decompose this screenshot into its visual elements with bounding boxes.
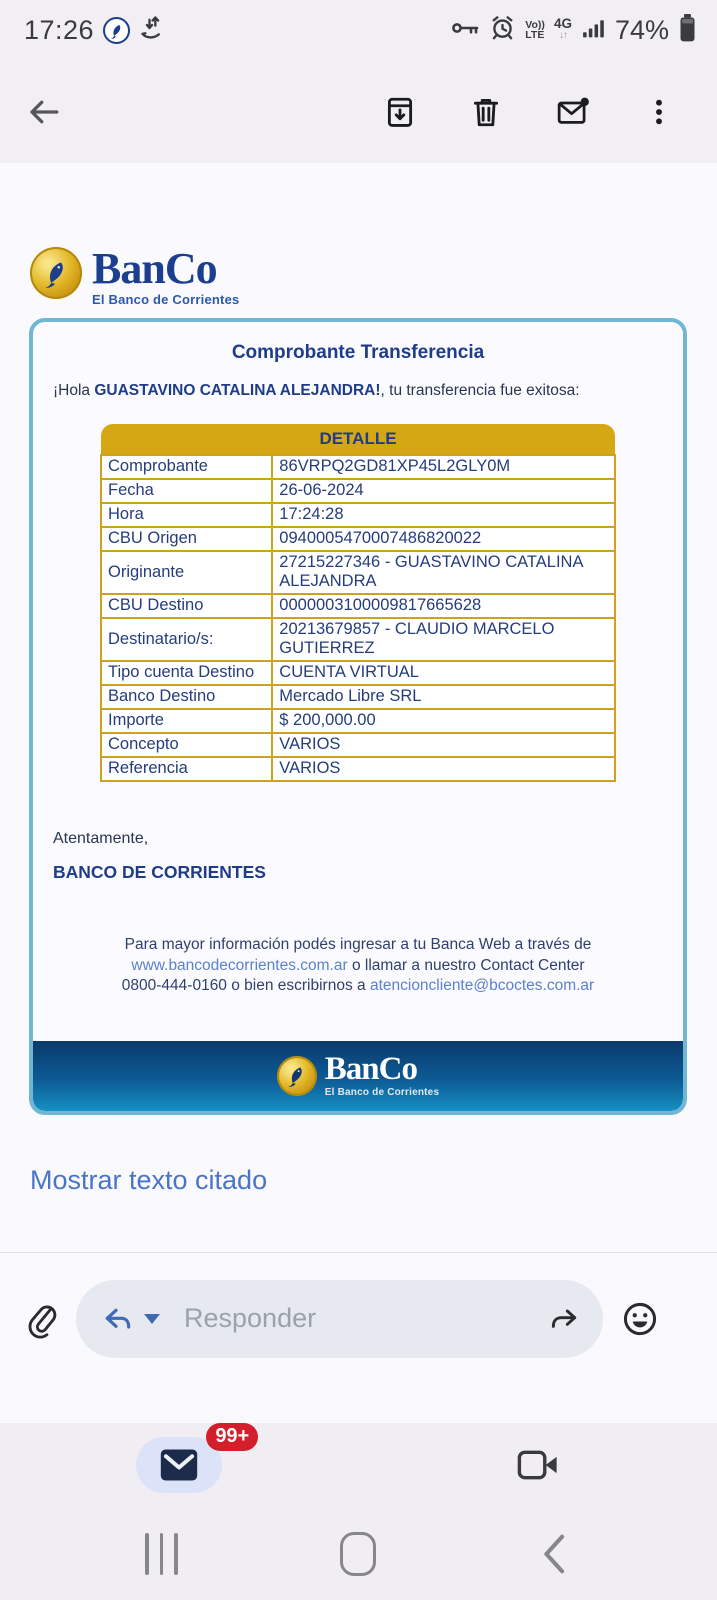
row-value: 86VRPQ2GD81XP45L2GLY0M: [272, 455, 615, 479]
banco-fish-icon: [30, 247, 82, 299]
row-label: Originante: [101, 551, 272, 594]
home-button[interactable]: [340, 1532, 376, 1576]
back-button[interactable]: [26, 94, 62, 130]
emoji-icon[interactable]: [621, 1300, 659, 1338]
table-row: [101, 757, 615, 781]
recents-button[interactable]: [145, 1533, 178, 1575]
alarm-icon: [489, 14, 516, 46]
customer-name: GUASTAVINO CATALINA ALEJANDRA!: [94, 382, 381, 399]
row-value: VARIOS: [272, 733, 615, 757]
battery-percent: 74%: [614, 14, 669, 45]
row-label: Comprobante: [101, 455, 272, 479]
table-row: [101, 685, 615, 709]
overflow-menu-button[interactable]: [643, 95, 675, 129]
gmail-bottom-nav: [0, 1423, 717, 1507]
row-label: Hora: [101, 503, 272, 527]
closing-text: Atentamente,: [53, 830, 149, 847]
row-label: Fecha: [101, 479, 272, 503]
row-label: CBU Origen: [101, 527, 272, 551]
table-row: [101, 527, 615, 551]
table-row: [101, 551, 615, 594]
banco-tagline: El Banco de Corrientes: [92, 292, 240, 307]
battery-icon: [678, 13, 697, 48]
banco-wordmark: BanCo: [92, 244, 217, 293]
vpn-key-icon: [450, 16, 480, 45]
table-row: [101, 594, 615, 618]
row-value: Mercado Libre SRL: [272, 685, 615, 709]
mark-unread-button[interactable]: [555, 95, 591, 129]
volte-indicator: Vo)) LTE: [525, 19, 545, 41]
attachment-icon[interactable]: [24, 1299, 58, 1339]
mail-envelope-icon: [157, 1445, 201, 1485]
delete-button[interactable]: [469, 95, 503, 129]
row-label: Concepto: [101, 733, 272, 757]
row-label: Referencia: [101, 757, 272, 781]
row-value: 20213679857 - CLAUDIO MARCELO GUTIERREZ: [272, 618, 615, 661]
reply-icon[interactable]: [102, 1303, 134, 1335]
table-row: [101, 733, 615, 757]
row-label: CBU Destino: [101, 594, 272, 618]
reply-input-pill[interactable]: [76, 1280, 603, 1358]
table-row: [101, 455, 615, 479]
row-label: Banco Destino: [101, 685, 272, 709]
nav-back-button[interactable]: [538, 1532, 572, 1576]
reply-options-caret-icon[interactable]: [144, 1314, 160, 1324]
system-nav-bar: [0, 1507, 717, 1600]
row-label: Tipo cuenta Destino: [101, 661, 272, 685]
forward-icon[interactable]: [548, 1303, 580, 1335]
show-quoted-text-link[interactable]: Mostrar texto citado: [30, 1164, 268, 1195]
banco-footer-tagline: El Banco de Corrientes: [324, 1087, 440, 1098]
tab-meet[interactable]: [359, 1423, 717, 1507]
row-value: 0000003100009817665628: [272, 594, 615, 618]
row-value: 27215227346 - GUASTAVINO CATALINA ALEJANDRA: [272, 551, 615, 594]
bottom-bars: [0, 1423, 717, 1600]
email-toolbar: [0, 60, 717, 163]
bank-signature: BANCO DE CORRIENTES: [53, 862, 266, 882]
bank-email-link[interactable]: atencioncliente@bcoctes.com.ar: [369, 977, 595, 994]
status-time: 17:26: [24, 14, 95, 45]
row-value: VARIOS: [272, 757, 615, 781]
banco-notification-icon: [103, 17, 130, 44]
mail-tab-pill[interactable]: [136, 1425, 250, 1493]
video-camera-icon: [516, 1446, 560, 1484]
row-value: 0940005470007486820022: [272, 527, 615, 551]
receipt-footer-bar: [33, 1041, 683, 1111]
table-row: [101, 503, 615, 527]
detail-table-header: DETALLE: [101, 424, 615, 455]
table-row: [101, 479, 615, 503]
section-divider: [0, 1252, 717, 1253]
bank-website-link[interactable]: www.bancodecorrientes.com.ar: [131, 956, 348, 974]
status-bar: [0, 0, 717, 60]
reply-bar: [24, 1277, 693, 1361]
row-value: $ 200,000.00: [272, 709, 615, 733]
row-label: Importe: [101, 709, 272, 733]
mail-unread-badge: 99+: [206, 1423, 258, 1451]
contact-info: Para mayor información podés ingresar a tu Banca Web a través de www.bancodecorrientes.com.ar o llamar a nuestro Contact Center 0800-444-0160 o bien escribirnos a atencioncliente@bcoctes.com.ar: [121, 936, 595, 994]
email-body: [0, 244, 717, 1361]
signal-strength-icon: [581, 15, 606, 45]
data-transfer-icon: [139, 14, 167, 47]
receipt-card: [29, 318, 687, 1115]
banco-footer-wordmark: BanCo: [324, 1051, 417, 1087]
row-label: Destinatario/s:: [101, 618, 272, 661]
banco-logo: [30, 244, 717, 307]
archive-button[interactable]: [383, 95, 417, 129]
table-row: [101, 618, 615, 661]
receipt-title: Comprobante Transferencia: [231, 342, 485, 363]
network-type-indicator: 4G ↓↑: [553, 16, 572, 41]
row-value: 17:24:28: [272, 503, 615, 527]
receipt-greeting: ¡Hola GUASTAVINO CATALINA ALEJANDRA!, tu transferencia fue exitosa:: [53, 382, 580, 399]
table-row: [101, 661, 615, 685]
reply-input[interactable]: [184, 1303, 538, 1334]
row-value: CUENTA VIRTUAL: [272, 661, 615, 685]
tab-mail[interactable]: [0, 1423, 359, 1507]
row-value: 26-06-2024: [272, 479, 615, 503]
table-row: [101, 709, 615, 733]
banco-footer-fish-icon: [277, 1056, 317, 1096]
detail-table: [100, 424, 616, 782]
